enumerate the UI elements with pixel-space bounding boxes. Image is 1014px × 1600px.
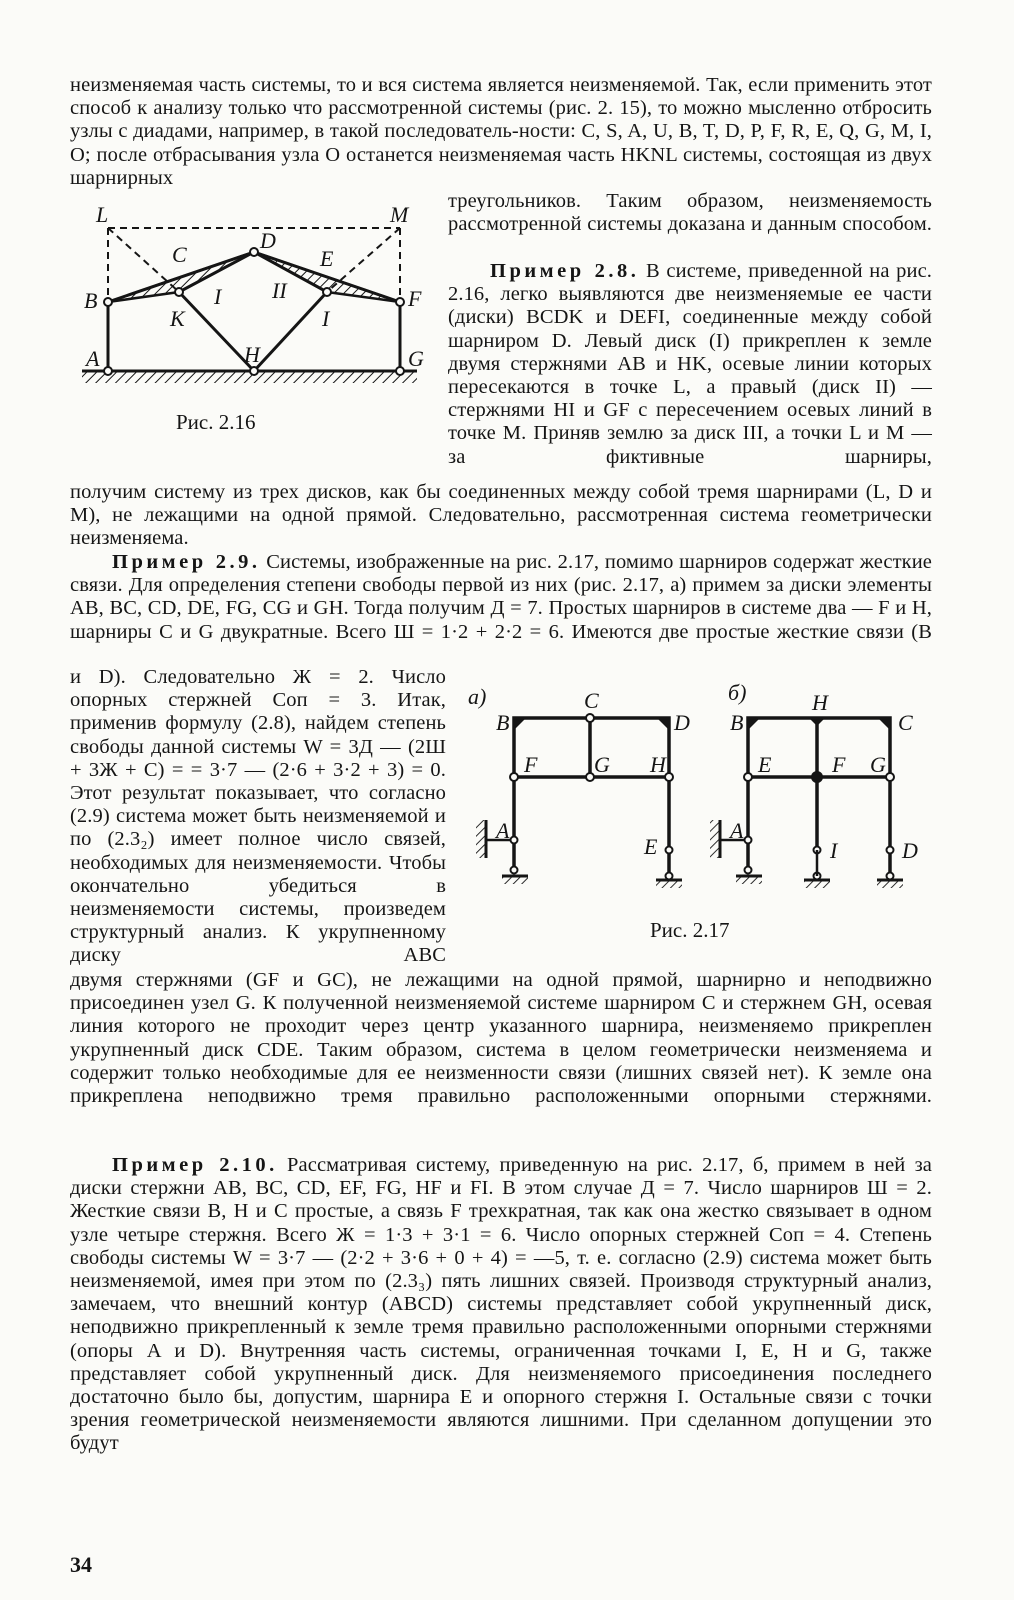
example-2-8-text: В системе, приведенной на рис. 2.16, легко выявляются две неизменяемые ее части (диски) BCDK и DEFI, соединенные между собой шарниром D. Левый диск (I) прикреплен к земле двумя стержнями AB и HK, осевые линии которых пересекаются в точке L, а правый (диск II) — стержнями HI и GF с пересечением осевых линий в точке M. Приняв землю за диск III, а точки L и M — за фиктивные шарниры,: [448, 260, 932, 468]
label-a-D: D: [674, 710, 690, 735]
figure-2-16: [74, 206, 436, 406]
label-b-mark: б): [728, 680, 747, 705]
label-C: C: [172, 242, 187, 267]
label-a-G: G: [594, 752, 610, 777]
example-2-9-continued: двумя стержнями (GF и GC), не лежащими на одной прямой, шарнирно и неподвижно присоединен узел G. К полученной неизменяемой системе шарниром C и стержнем GH, осевая линия которого не проходит через центр указанного шарнира, неизменяемо прикреплен укрупненный диск CDE. Таким образом, система в целом геометрически неизменяема и содержит только необходимые для ее неизменности связи (лишних связей нет). К земле она прикреплена неподвижно тремя правильно расположенными опорными стержнями.: [70, 969, 932, 1108]
label-a-E: E: [644, 834, 658, 859]
label-disk2: II: [272, 278, 287, 303]
figure-2-17: [462, 680, 932, 890]
example-2-9-text: Системы, изображенные на рис. 2.17, помимо шарниров содержат жесткие связи. Для определения степени свободы первой из них (рис. 2.17, а) примем за диски элементы AB, BC, CD, DE, FG, CG и GH. Тогда получим Д = 7. Простых шарниров в системе два — F и H, шарниры C и G двукратные. Всего Ш = 1·2 + 2·2 = 6. Имеются две простые жесткие связи (B: [70, 551, 932, 643]
label-K: K: [170, 306, 185, 331]
label-I: I: [322, 306, 330, 331]
example-2-8-continued: получим систему из трех дисков, как бы соединенных между собой тремя шарнирами (L, D и M), не лежащими на одной прямой. Следовательно, рассмотренная система геометрически неизменяема.: [70, 481, 932, 550]
example-2-10: [70, 1154, 932, 1456]
label-b-H: H: [812, 690, 828, 715]
example-2-9-label: Пример 2.9.: [112, 551, 261, 573]
label-E: E: [320, 246, 334, 271]
label-L: L: [96, 206, 109, 227]
label-a-C: C: [584, 688, 599, 713]
label-b-I: I: [830, 838, 838, 863]
label-b-E: E: [758, 752, 772, 777]
paragraph-intro: неизменяемая часть системы, то и вся система является неизменяемой. Так, если применить этот способ к анализу только что рассмотренной системы (рис. 2. 15), то можно мысленно отбросить узлы с диадами, например, в такой последователь-ности: C, S, A, U, B, T, D, P, F, R, E, Q, G, M, I, O; после отбрасывания узла O останется неизменяемая часть HKNL системы, состоящая из двух шарнирных: [70, 74, 932, 189]
label-D: D: [260, 228, 276, 253]
label-a-F: F: [524, 752, 538, 777]
example-2-9-left: и D). Следовательно Ж = 2. Число опорных стержней Cоп = 3. Итак, применив формулу (2.8), найдем степень свободы данной системы W = 3Д — (2Ш + 3Ж + C) = = 3·7 — (2·6 + 3·2 + 3) = 0. Этот результат показывает, что согласно (2.9) система может быть неизменяемой и по (2.3₂) имеет полное число связей, необходимых для неизменяемости. Чтобы окончательно убедиться в неизменяемости системы, произведем структурный анализ. К укрупненному диску ABC: [70, 666, 446, 967]
example-2-10-text: Рассматривая систему, приведенную на рис. 2.17, б, примем в ней за диски стержни AB, BC, CD, EF, FG, HF и FI. В этом случае Д = 7. Число шарниров Ш = 2. Жесткие связи B, H и C простые, а связь F трехкратная, так как она жестко связывает в одном узле четыре стержня. Всего Ж = 1·3 + 3·1 = 6. Число опорных стержней Cоп = 4. Степень свободы системы W = 3·7 — (2·2 + 3·6 + 0 + 4) = —5, т. е. согласно (2.9) система может быть неизменяемой, имея при этом по (2.3₃) пять лишних связей. Производя структурный анализ, замечаем, что внешний контур (ABCD) системы представляет собой укрупненный диск, неподвижно прикрепленный к земле тремя правильно расположенными опорными стержнями (опоры A и D). Внутренняя часть системы, ограниченная точками I, E, H и G, также представляет собой укрупненный диск. Для неизменяемого присоединения последнего достаточно было бы, допустим, шарнира E и опорного стержня I. Остальные связи с точки зрения геометрической неизменяемости являются лишними. При сделанном допущении это будут: [70, 1154, 932, 1455]
example-2-8: [448, 260, 932, 469]
example-2-9: [70, 551, 932, 644]
label-F: F: [408, 286, 422, 311]
hatched-disks: [108, 252, 400, 302]
label-B: B: [84, 288, 98, 313]
label-b-G: G: [870, 752, 886, 777]
label-a-H: H: [650, 752, 666, 777]
example-2-8-label: Пример 2.8.: [490, 260, 640, 282]
label-disk1: I: [214, 284, 222, 309]
label-b-A: A: [730, 818, 744, 843]
label-a-B: B: [496, 710, 510, 735]
label-b-C: C: [898, 710, 913, 735]
label-H: H: [244, 342, 260, 367]
label-a-mark: а): [468, 684, 487, 709]
label-G: G: [408, 346, 424, 371]
label-M: M: [390, 206, 409, 227]
page-number: 34: [70, 1552, 92, 1577]
label-b-D: D: [902, 838, 918, 863]
figure-2-16-caption: Рис. 2.16: [176, 410, 256, 434]
label-b-B: B: [730, 710, 744, 735]
figure-2-17-caption: Рис. 2.17: [650, 918, 730, 942]
label-b-F: F: [832, 752, 846, 777]
example-2-10-label: Пример 2.10.: [112, 1154, 278, 1176]
figure-2-17-b: [710, 718, 903, 888]
label-A: A: [86, 346, 100, 371]
label-a-A: A: [496, 818, 510, 843]
figure-2-17-a: [476, 714, 682, 888]
paragraph-continued: треугольников. Таким образом, неизменяемость рассмотренной системы доказана и данным способом.: [448, 190, 932, 236]
